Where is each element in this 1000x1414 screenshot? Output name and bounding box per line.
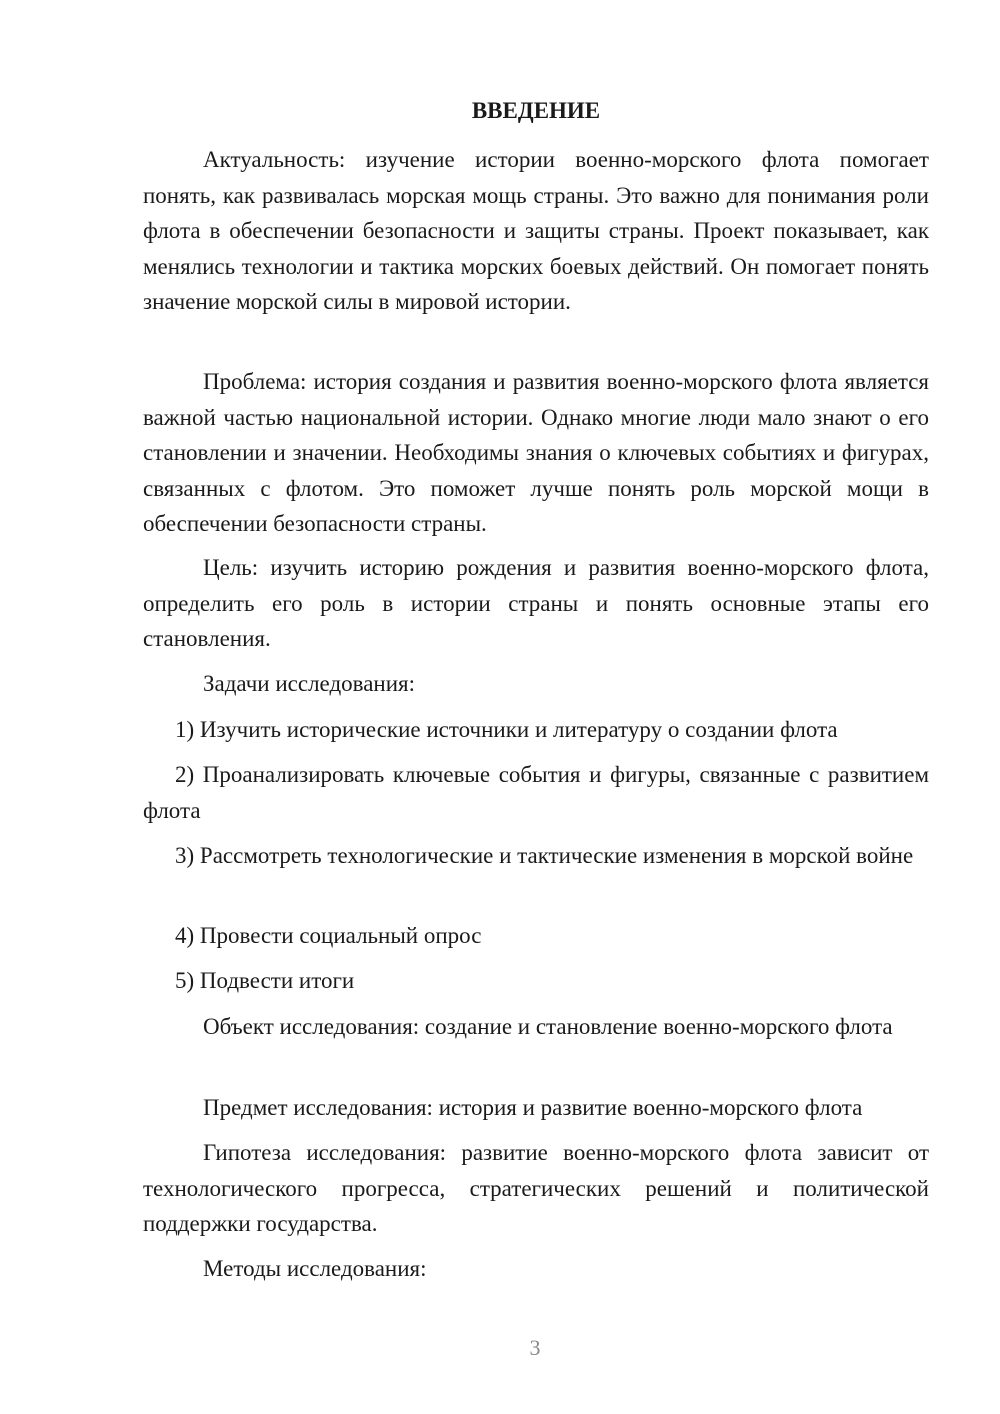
task-item-2: 2) Проанализировать ключевые события и фигуры, связанные с развитием флота (143, 762, 929, 823)
page-number: 3 (529, 1335, 541, 1360)
methods-heading: Методы исследования: (203, 1256, 427, 1281)
task-item-4: 4) Провести социальный опрос (175, 923, 482, 948)
paragraph-object: Объект исследования: создание и становление военно-морского флота (203, 1014, 893, 1039)
tasks-heading: Задачи исследования: (203, 671, 416, 696)
task-item-1: 1) Изучить исторические источники и литературу о создании флота (175, 717, 838, 742)
paragraph-relevance: Актуальность: изучение истории военно-морского флота помогает понять, как развивалась морская мощь страны. Это важно для понимания роли флота в обеспечении безопасности и защиты страны. Проект показывает, как менялись технологии и тактика морских боевых действий. Он помогает понять значение морской силы в мировой истории. (143, 147, 929, 314)
paragraph-hypothesis: Гипотеза исследования: развитие военно-морского флота зависит от технологического прогресса, стратегических решений и политической поддержки государства. (143, 1140, 929, 1236)
paragraph-subject: Предмет исследования: история и развитие военно-морского флота (203, 1095, 863, 1120)
task-item-3: 3) Рассмотреть технологические и тактические изменения в морской войне (175, 843, 914, 868)
paragraph-problem: Проблема: история создания и развития военно-морского флота является важной частью национальной истории. Однако многие люди мало знают о его становлении и значении. Необходимы знания о ключевых событиях и фигурах, связанных с флотом. Это поможет лучше понять роль морской мощи в обеспечении безопасности страны. (143, 369, 929, 536)
task-item-5: 5) Подвести итоги (175, 968, 355, 993)
paragraph-goal: Цель: изучить историю рождения и развития военно-морского флота, определить его роль в истории страны и понять основные этапы его становления. (143, 555, 929, 651)
page-title: ВВЕДЕНИЕ (471, 98, 601, 123)
